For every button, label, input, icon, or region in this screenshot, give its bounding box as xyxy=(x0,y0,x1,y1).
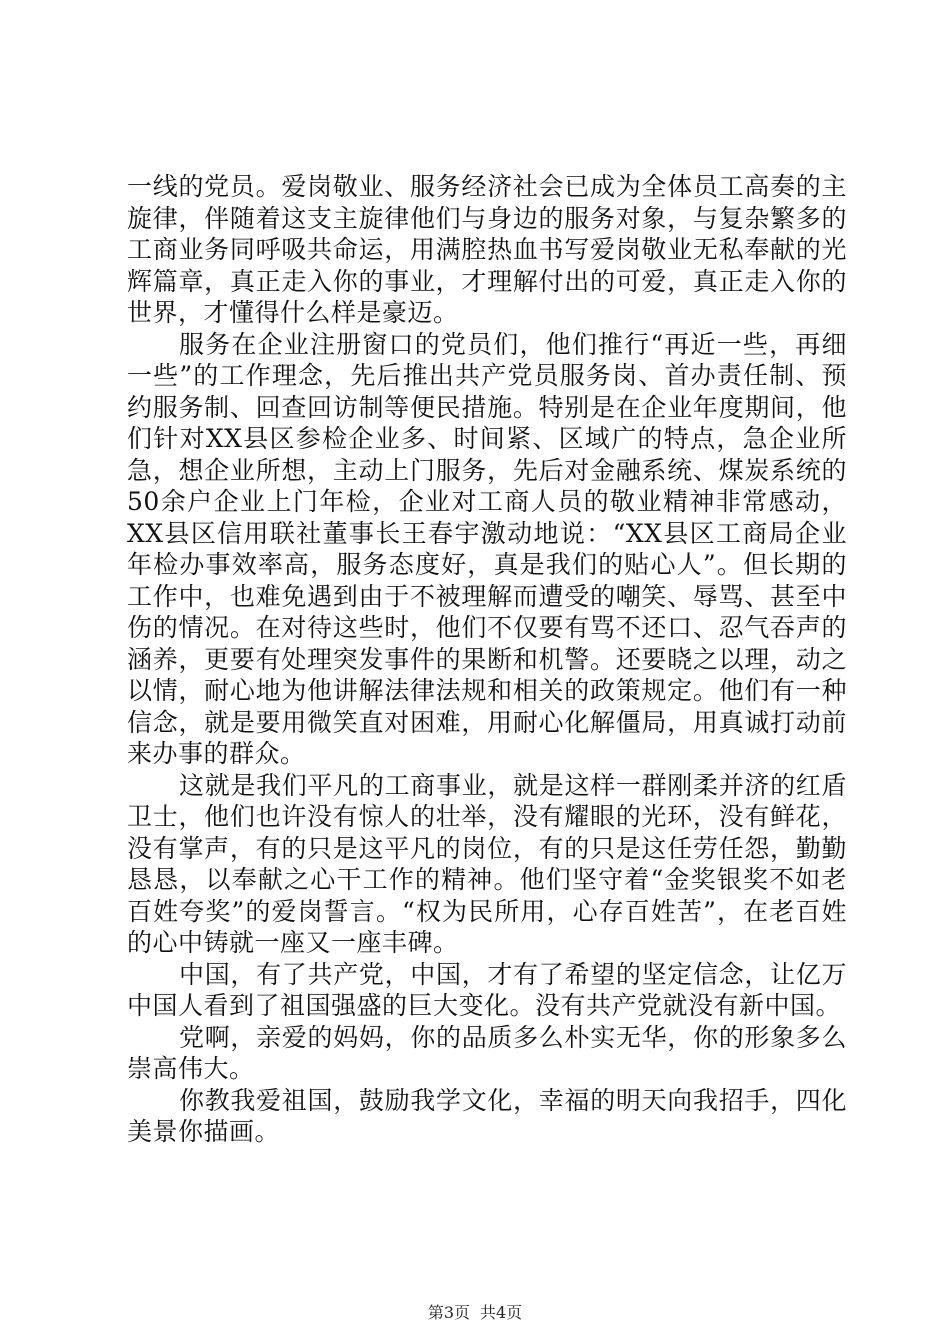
page-number: 第3页 xyxy=(427,1303,470,1322)
document-body xyxy=(127,171,847,1148)
page-total: 共4页 xyxy=(480,1303,523,1322)
paragraph-1: 一线的党员。爱岗敬业、服务经济社会已成为全体员工高奏的主旋律，伴随着这支主旋律他们与身边的服务对象，与复杂繁多的工商业务同呼吸共命运，用满腔热血书写爱岗敬业无私奉献的光辉篇章，真正走入你的事业，才理解付出的可爱，真正走入你的世界，才懂得什么样是豪迈。 xyxy=(127,172,847,327)
paragraph-2: 服务在企业注册窗口的党员们，他们推行“再近一些，再细一些”的工作理念，先后推出共产党员服务岗、首办责任制、预约服务制、回查回访制等便民措施。特别是在企业年度期间，他们针对XX县区参检企业多、时间紧、区域广的特点，急企业所急，想企业所想，主动上门服务，先后对金融系统、煤炭系统的50余户企业上门年检，企业对工商人员的敬业精神非常感动，XX县区信用联社董事长王春宇激动地说：“XX县区工商局企业年检办事效率高，服务态度好，真是我们的贴心人”。但长期的工作中，也难免遇到由于不被理解而遭受的嘲笑、辱骂、甚至中伤的情况。在对待这些时，他们不仅要有骂不还口、忍气吞声的涵养，更要有处理突发事件的果断和机警。还要晓之以理，动之以情，耐心地为他讲解法律法规和相关的政策规定。他们有一种信念，就是要用微笑直对困难，用耐心化解僵局，用真诚打动前来办事的群众。 xyxy=(127,329,847,768)
paragraph-3: 这就是我们平凡的工商事业，就是这样一群刚柔并济的红盾卫士，他们也许没有惊人的壮举，没有耀眼的光环，没有鲜花，没有掌声，有的只是这平凡的岗位，有的只是这任劳任怨，勤勤恳恳，以奉献之心干工作的精神。他们坚守着“金奖银奖不如老百姓夸奖”的爱岗誓言。“权为民所用，心存百姓苦”，在老百姓的心中铸就一座又一座丰碑。 xyxy=(127,770,847,957)
paragraph-4: 中国，有了共产党，中国，才有了希望的坚定信念，让亿万中国人看到了祖国强盛的巨大变化。没有共产党就没有新中国。 xyxy=(127,959,847,1020)
paragraph-6: 你教我爱祖国，鼓励我学文化，幸福的明天向我招手，四化美景你描画。 xyxy=(127,1085,847,1146)
paragraph-5: 党啊，亲爱的妈妈，你的品质多么朴实无华，你的形象多么崇高伟大。 xyxy=(127,1022,847,1083)
page-footer xyxy=(0,1300,950,1323)
